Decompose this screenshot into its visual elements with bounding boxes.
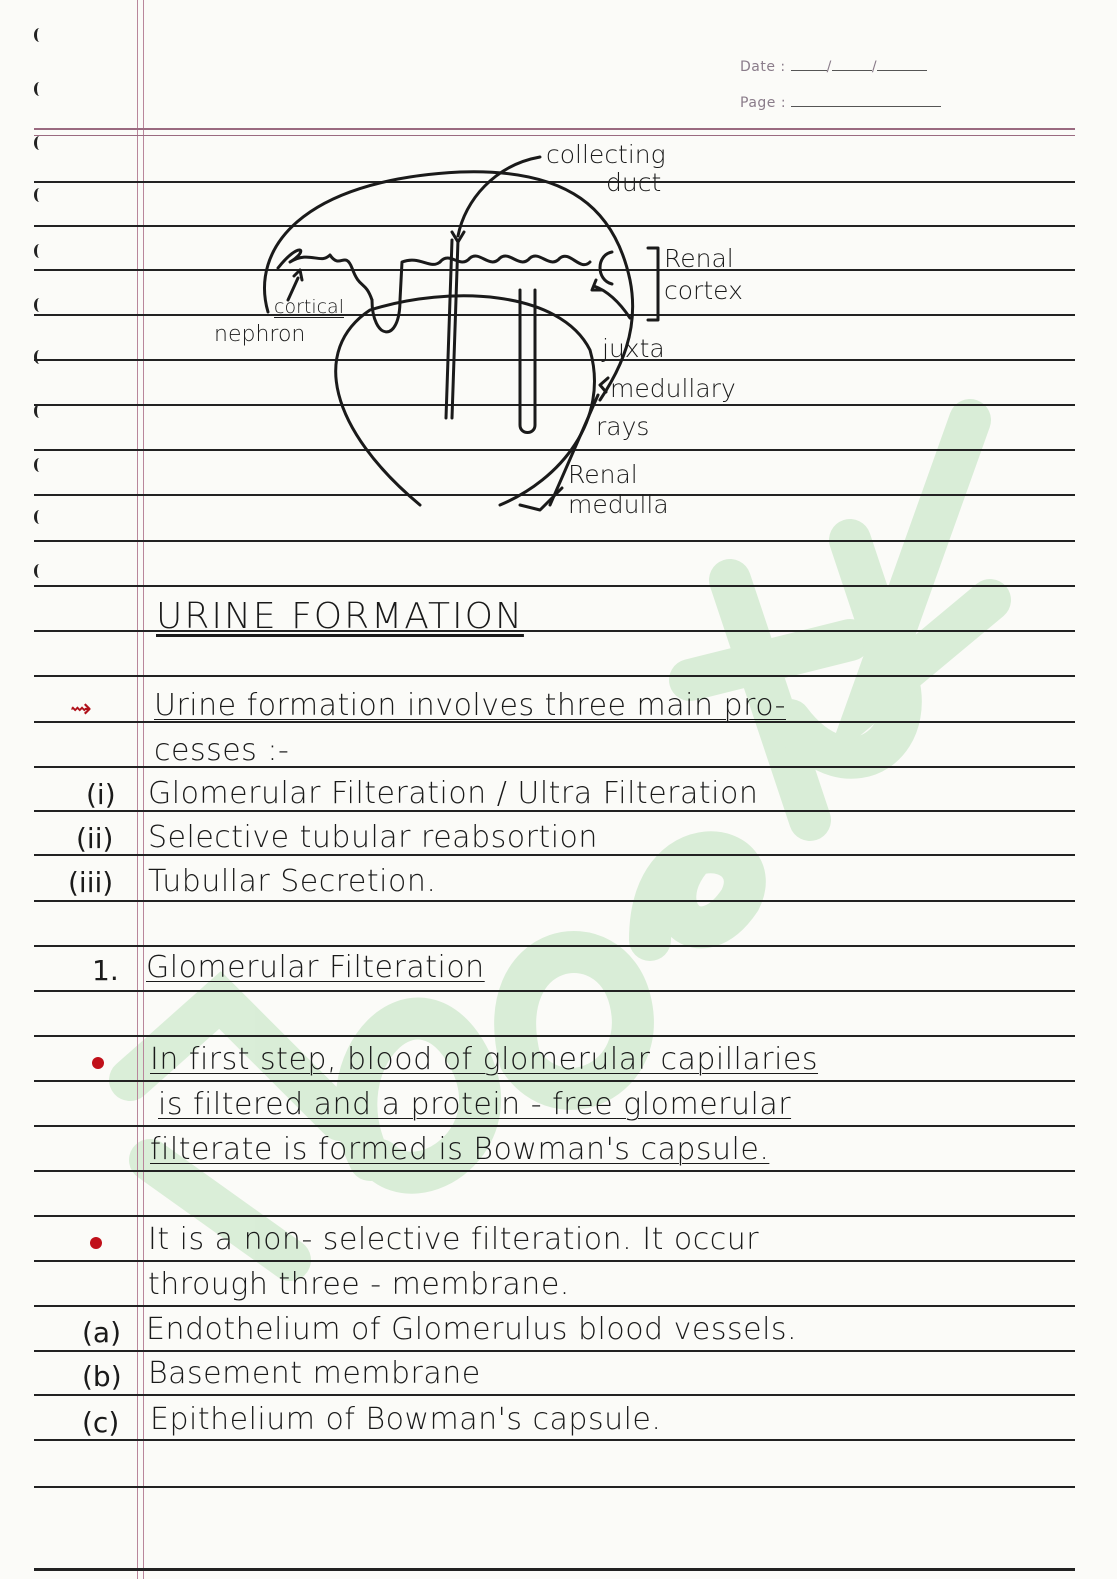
ruled-line xyxy=(34,1394,1075,1396)
ruled-line xyxy=(34,1125,1075,1127)
ruled-line xyxy=(34,1439,1075,1441)
wavy-arrow-icon: ⇝ xyxy=(70,694,92,724)
ruled-line xyxy=(34,1305,1075,1307)
section-title: URINE FORMATION xyxy=(156,596,524,637)
ruled-line xyxy=(34,1080,1075,1082)
membrane-marker: (a) xyxy=(82,1316,122,1349)
subsection-number: 1. xyxy=(92,954,119,987)
membrane-marker: (b) xyxy=(82,1360,122,1393)
label-renal-cortex-1: Renal xyxy=(664,244,734,273)
ruled-line xyxy=(34,675,1075,677)
label-juxta: juxta xyxy=(602,334,665,363)
label-renal-medulla-2: medulla xyxy=(568,490,669,519)
process-item: Selective tubular reabsortion xyxy=(148,820,598,855)
ruled-line xyxy=(34,990,1075,992)
process-marker: (i) xyxy=(86,778,116,811)
bullet1-line: filterate is formed is Bowman's capsule. xyxy=(150,1132,770,1167)
subsection-title: Glomerular Filteration xyxy=(146,950,485,985)
date-label: Date : xyxy=(740,59,786,75)
membrane-item: Endothelium of Glomerulus blood vessels. xyxy=(146,1312,798,1347)
ruled-line xyxy=(34,1215,1075,1217)
ruled-line xyxy=(34,900,1075,902)
intro-line-2: cesses :- xyxy=(154,733,290,768)
label-rays: rays xyxy=(596,412,650,441)
process-item: Glomerular Filteration / Ultra Filteration xyxy=(148,776,759,811)
date-separator: / xyxy=(826,59,832,75)
process-marker: (iii) xyxy=(68,866,114,899)
ruled-line xyxy=(34,945,1075,947)
membrane-item: Basement membrane xyxy=(148,1356,481,1391)
ruled-line xyxy=(34,1035,1075,1037)
label-medullary: medullary xyxy=(610,374,736,403)
bullet2-line: through three - membrane. xyxy=(148,1267,570,1302)
process-item: Tubullar Secretion. xyxy=(148,864,437,899)
bullet1-line: In first step, blood of glomerular capillaries xyxy=(150,1042,819,1077)
label-duct: duct xyxy=(606,168,662,197)
membrane-marker: (c) xyxy=(82,1406,120,1439)
ruled-line xyxy=(34,1260,1075,1262)
ruled-line xyxy=(34,1170,1075,1172)
label-renal-cortex-2: cortex xyxy=(664,276,743,305)
bullet-icon xyxy=(90,1237,102,1249)
page-label: Page : xyxy=(740,95,787,111)
ruled-line xyxy=(34,1568,1075,1571)
ruled-line xyxy=(34,1350,1075,1352)
kidney-diagram xyxy=(0,0,1117,560)
intro-line-1: Urine formation involves three main pro- xyxy=(154,688,786,723)
label-renal-medulla-1: Renal xyxy=(568,460,638,489)
label-cortical: cortical xyxy=(274,296,344,318)
membrane-item: Epithelium of Bowman's capsule. xyxy=(150,1402,662,1437)
bullet2-line: It is a non- selective filteration. It occur xyxy=(148,1222,760,1257)
binding-hole xyxy=(34,564,45,578)
ruled-line xyxy=(34,585,1075,587)
bullet1-line: is filtered and a protein - free glomerular xyxy=(158,1087,792,1122)
label-collecting: collecting xyxy=(546,140,666,169)
ruled-line xyxy=(34,1486,1075,1488)
date-separator: / xyxy=(871,59,878,75)
label-nephron: nephron xyxy=(214,322,306,347)
bullet-icon xyxy=(92,1057,104,1069)
process-marker: (ii) xyxy=(76,822,114,855)
